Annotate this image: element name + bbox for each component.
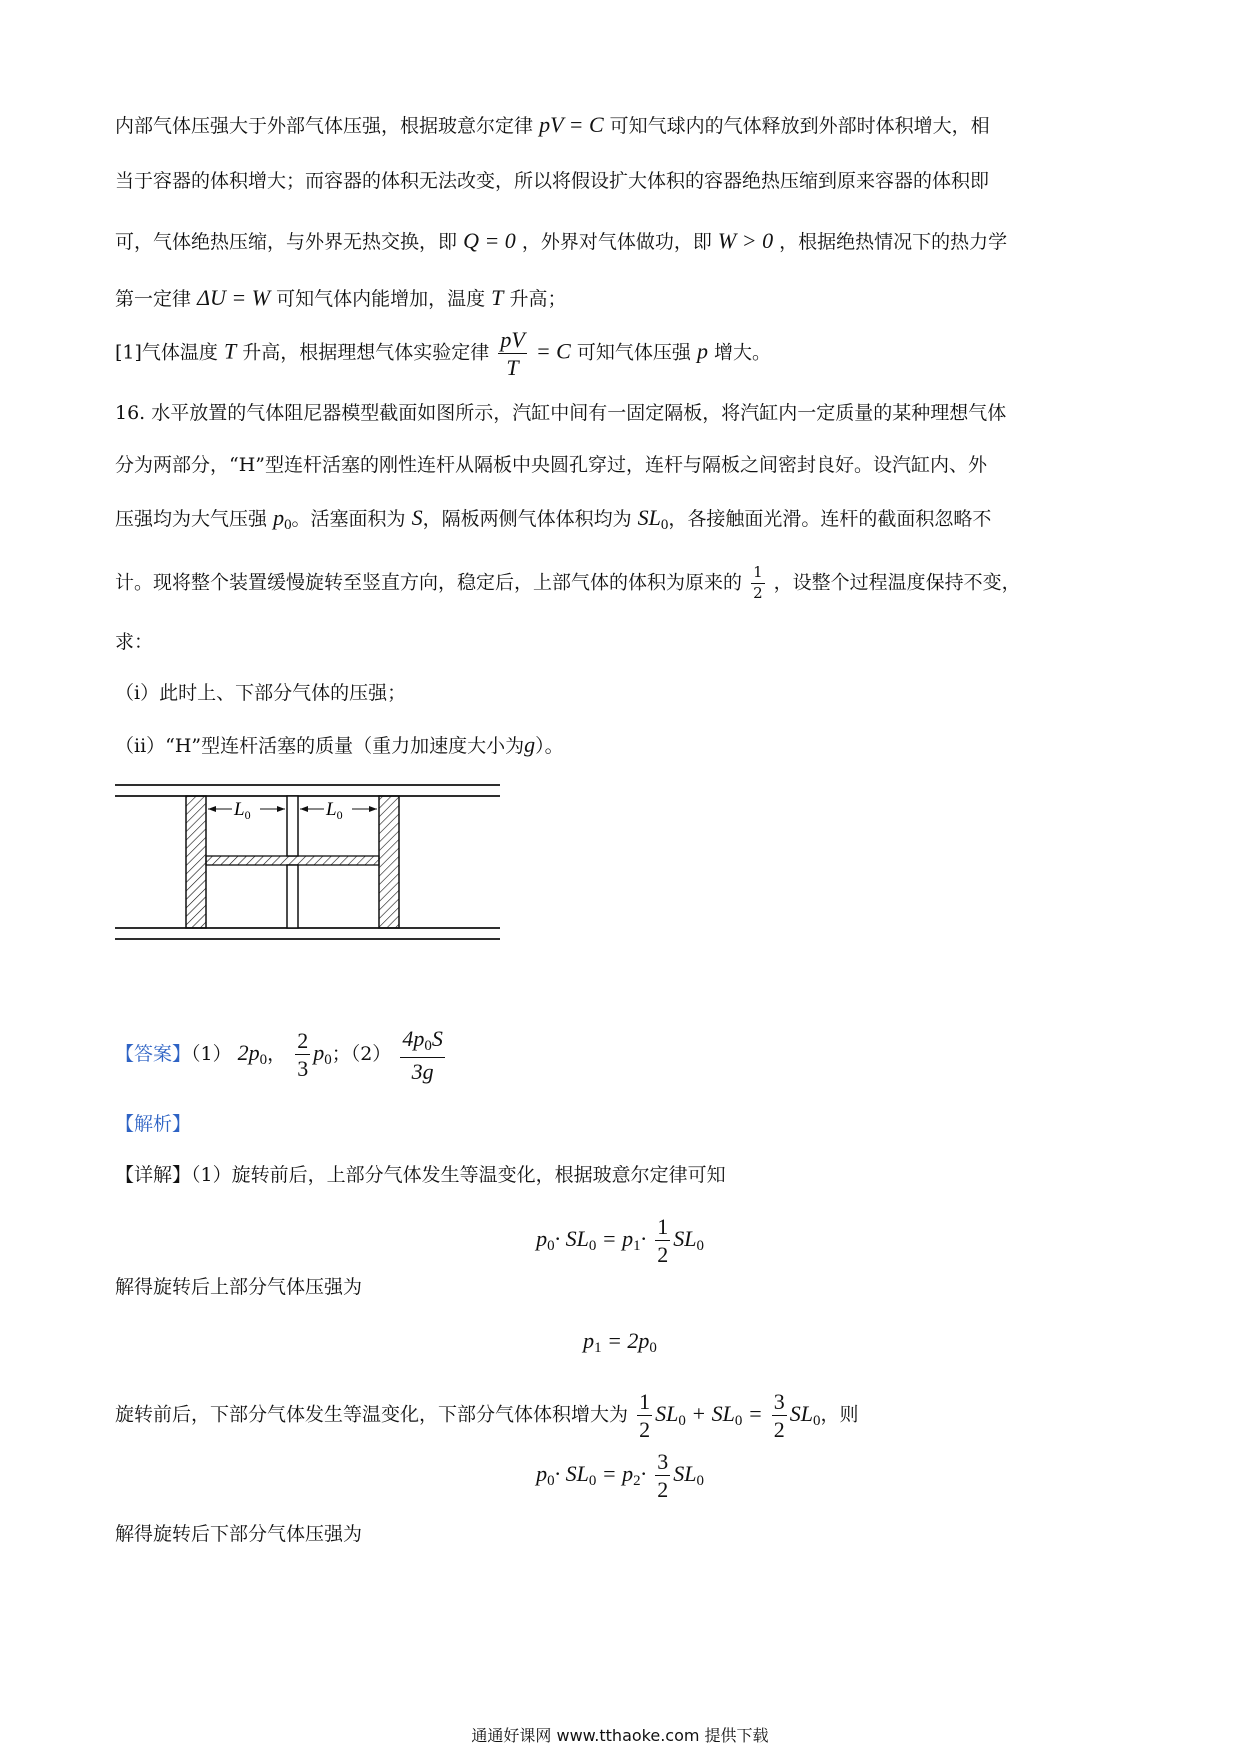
- math-pv-c: pV = C: [539, 112, 604, 137]
- left-piston: [186, 796, 206, 928]
- fraction-one-half: $\frac{1}{2}$: [753, 563, 763, 602]
- label-left-L0: $L_0$: [234, 799, 251, 822]
- solution-line: 旋转前后，下部分气体发生等温变化，下部分气体体积增大为 $\frac{1}{2}$ $SL_0 + SL_0$ = $\frac{3}{2}$ $SL_0$，则: [115, 1389, 859, 1443]
- equation-3: $p_0\cdot SL_0 = p_2\cdot$ $\frac{3}{2}$ $SL_0$: [536, 1449, 704, 1503]
- fraction-pv-t: $\frac{pV}{T}$: [500, 327, 525, 381]
- connecting-rod: [206, 856, 379, 865]
- problem-line: 计。现将整个装置缓慢旋转至竖直方向，稳定后，上部气体的体积为原来的 $\frac{1}{2}$ ，设整个过程温度保持不变，: [115, 563, 1021, 602]
- text-line: [1]气体温度 T 升高，根据理想气体实验定律 $\frac{pV}{T}$ = C 可知气体压强 p 增大。: [115, 327, 772, 381]
- solution-line: 解得旋转后下部分气体压强为: [115, 1523, 363, 1545]
- problem-line: 16. 水平放置的气体阻尼器模型截面如图所示，汽缸中间有一固定隔板，将汽缸内一定质量的某种理想气体: [115, 402, 1007, 424]
- equation-2: $p_1 = 2p_0$: [583, 1328, 657, 1357]
- analysis-tag: 【解析】: [115, 1113, 192, 1135]
- problem-line: 求：: [115, 631, 154, 653]
- text-line: 第一定律 ΔU = W 可知气体内能增加，温度 T 升高；: [115, 285, 567, 310]
- question-1: （i）此时上、下部分气体的压强；: [115, 682, 407, 704]
- equation-1: $p_0\cdot SL_0 = p_1\cdot$ $\frac{1}{2}$ $SL_0$: [536, 1214, 704, 1268]
- right-piston: [379, 796, 399, 928]
- partition-lower: [287, 865, 298, 928]
- label-right-L0: $L_0$: [326, 799, 343, 822]
- text-line: 内部气体压强大于外部气体压强，根据玻意尔定律 pV = C 可知气球内的气体释放到外部时体积增大，相: [115, 112, 990, 137]
- solution-line: 【详解】（1）旋转前后，上部分气体发生等温变化，根据玻意尔定律可知: [115, 1164, 726, 1186]
- text-line: 当于容器的体积增大；而容器的体积无法改变，所以将假设扩大体积的容器绝热压缩到原来容器的体积即: [115, 170, 990, 192]
- answer-line: 【答案】（1） $2p_0$， $\frac{2}{3}$ $p_0$；（2） $\frac{4p_0S}{3g}$: [115, 1026, 443, 1084]
- problem-line: 分为两部分，“H”型连杆活塞的刚性连杆从隔板中央圆孔穿过，连杆与隔板之间密封良好。设汽缸内、外: [115, 454, 987, 476]
- answer-tag: 【答案】: [115, 1042, 192, 1065]
- problem-line: 压强均为大气压强 $p_0$。活塞面积为 S，隔板两侧气体体积均为 $SL_0$，各接触面光滑。连杆的截面积忽略不: [115, 505, 992, 534]
- page-footer: 通通好课网 www.tthaoke.com 提供下载: [471, 1726, 769, 1745]
- question-2: （ii）“H”型连杆活塞的质量（重力加速度大小为g）。: [115, 732, 564, 757]
- fraction-two-thirds: $\frac{2}{3}$: [297, 1028, 309, 1082]
- text-line: 可，气体绝热压缩，与外界无热交换，即 Q = 0 ，外界对气体做功，即 W > 0 ，根据绝热情况下的热力学: [115, 228, 1008, 253]
- partition-upper: [287, 796, 298, 856]
- solution-line: 解得旋转后上部分气体压强为: [115, 1276, 363, 1298]
- fraction-mass-answer: $\frac{4p_0S}{3g}$: [402, 1026, 443, 1084]
- damper-diagram: [115, 775, 505, 950]
